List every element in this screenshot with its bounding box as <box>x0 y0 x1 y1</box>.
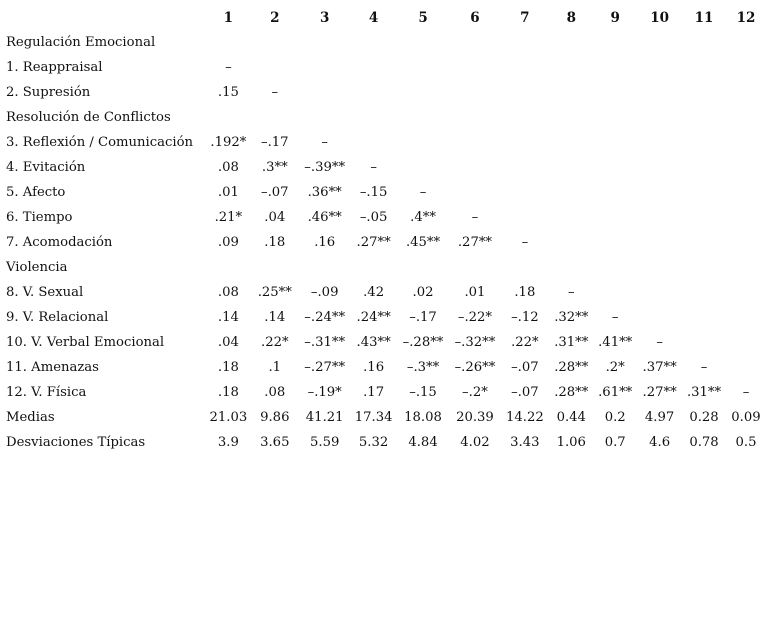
column-header: 11 <box>694 9 714 26</box>
table-cell <box>593 255 637 280</box>
table-cell: 1.06 <box>556 435 586 450</box>
table-cell: 41.21 <box>305 410 344 425</box>
table-cell: .09 <box>217 235 239 250</box>
table-cell: –.22* <box>457 310 493 325</box>
table-cell <box>397 80 450 105</box>
table-cell: .27** <box>642 385 677 400</box>
correlation-table <box>6 5 766 455</box>
table-cell <box>682 280 726 305</box>
table-cell: –.07 <box>511 385 539 400</box>
table-cell: .2* <box>605 360 625 375</box>
table-cell <box>449 80 500 105</box>
column-header: 1 <box>223 9 234 26</box>
table-cell: –.28** <box>402 335 444 350</box>
table-cell: – <box>471 210 479 225</box>
table-cell <box>500 80 549 105</box>
table-row <box>6 405 766 430</box>
table-cell <box>500 155 549 180</box>
row-label: 3. Reflexión / Comunicación <box>6 135 194 150</box>
table-cell <box>682 305 726 330</box>
table-cell <box>500 105 549 130</box>
table-cell: .28** <box>554 385 589 400</box>
table-cell: 5.32 <box>358 435 389 450</box>
table-cell: .28** <box>554 360 589 375</box>
table-cell: .27** <box>457 235 493 250</box>
table-cell <box>726 355 766 380</box>
table-cell: .45** <box>405 235 441 250</box>
table-cell: .43** <box>356 335 391 350</box>
table-cell <box>726 280 766 305</box>
table-cell: 4.97 <box>644 410 675 425</box>
table-cell <box>593 230 637 255</box>
table-cell: 0.78 <box>689 435 719 450</box>
column-header: 7 <box>520 9 530 26</box>
table-cell: –.15 <box>359 185 388 200</box>
table-row <box>6 180 766 205</box>
table-cell: .25** <box>257 285 292 300</box>
table-cell <box>549 155 593 180</box>
table-row <box>6 55 766 80</box>
table-cell: .14 <box>217 310 239 325</box>
table-cell <box>682 80 726 105</box>
table-row <box>6 305 766 330</box>
table-body <box>6 30 766 455</box>
table-cell: 4.02 <box>460 435 490 450</box>
table-cell <box>637 80 682 105</box>
table-cell: .04 <box>264 210 286 225</box>
row-label: 7. Acomodación <box>6 235 113 250</box>
table-cell: .1 <box>268 360 282 375</box>
table-cell: .08 <box>264 385 286 400</box>
column-header: 8 <box>566 9 576 26</box>
table-cell <box>549 30 593 55</box>
column-header: 3 <box>319 9 330 26</box>
table-cell: – <box>742 385 750 400</box>
table-cell: 4.84 <box>408 435 438 450</box>
table-cell <box>351 80 397 105</box>
row-label: Medias <box>6 410 55 425</box>
table-cell: –.26** <box>454 360 496 375</box>
table-cell <box>500 130 549 155</box>
table-cell <box>549 205 593 230</box>
table-cell: –.17 <box>261 135 289 150</box>
table-cell <box>449 30 500 55</box>
table-cell <box>637 30 682 55</box>
table-cell: – <box>225 60 232 75</box>
table-cell <box>351 55 397 80</box>
table-cell: –.2* <box>462 385 488 400</box>
table-cell <box>682 230 726 255</box>
table-cell <box>726 155 766 180</box>
table-cell <box>206 255 251 280</box>
section-header-row <box>6 255 766 280</box>
table-cell: – <box>370 160 377 175</box>
table-cell <box>299 80 351 105</box>
table-cell: –.31** <box>304 335 346 350</box>
table-cell <box>397 155 450 180</box>
table-cell <box>593 130 637 155</box>
table-cell: 0.44 <box>556 410 586 425</box>
table-cell <box>251 30 299 55</box>
table-cell <box>549 80 593 105</box>
table-cell: –.32** <box>454 335 496 350</box>
table-cell <box>682 330 726 355</box>
table-cell: –.24** <box>304 310 346 325</box>
table-cell <box>299 105 351 130</box>
table-cell <box>500 30 549 55</box>
table-cell: .18 <box>514 285 536 300</box>
table-cell: –.39** <box>304 160 346 175</box>
table-cell: .27** <box>356 235 391 250</box>
table-cell <box>726 230 766 255</box>
table-cell <box>682 180 726 205</box>
table-cell <box>449 130 500 155</box>
table-cell: 0.09 <box>731 410 761 425</box>
table-cell <box>251 255 299 280</box>
row-label: 9. V. Relacional <box>6 310 109 325</box>
table-cell <box>449 155 500 180</box>
table-cell: –.17 <box>409 310 437 325</box>
table-cell <box>397 30 450 55</box>
row-label: 12. V. Física <box>6 385 87 400</box>
table-cell: .04 <box>217 335 239 350</box>
row-label: 6. Tiempo <box>6 210 73 225</box>
table-cell <box>637 180 682 205</box>
table-cell: 9.86 <box>260 410 290 425</box>
table-cell: .01 <box>217 185 239 200</box>
table-cell: –.09 <box>310 285 339 300</box>
table-cell: .15 <box>217 85 239 100</box>
table-cell: .24** <box>356 310 391 325</box>
table-cell <box>682 55 726 80</box>
column-header: 6 <box>470 9 480 26</box>
row-label: Desviaciones Típicas <box>6 435 146 450</box>
table-cell <box>682 30 726 55</box>
table-cell: .16 <box>314 235 336 250</box>
table-cell <box>299 30 351 55</box>
table-cell: .31** <box>686 385 722 400</box>
table-cell <box>549 130 593 155</box>
table-cell: –.07 <box>261 185 289 200</box>
table-row <box>6 355 766 380</box>
table-cell: .01 <box>464 285 486 300</box>
table-cell <box>549 105 593 130</box>
table-cell <box>637 205 682 230</box>
table-cell: 3.43 <box>510 435 540 450</box>
table-cell <box>637 105 682 130</box>
table-cell: –.27** <box>304 360 346 375</box>
section-header-row <box>6 105 766 130</box>
table-cell <box>549 230 593 255</box>
table-cell <box>637 255 682 280</box>
table-cell <box>549 255 593 280</box>
table-cell: –.15 <box>409 385 437 400</box>
table-cell <box>726 130 766 155</box>
table-row <box>6 380 766 405</box>
table-cell: .08 <box>217 285 239 300</box>
table-cell <box>449 180 500 205</box>
table-cell <box>593 80 637 105</box>
table-cell <box>397 130 450 155</box>
table-cell <box>726 105 766 130</box>
table-cell <box>351 105 397 130</box>
table-row <box>6 330 766 355</box>
row-label: 1. Reappraisal <box>6 60 103 75</box>
table-cell <box>593 280 637 305</box>
table-cell: .4** <box>410 210 436 225</box>
table-cell: .41** <box>598 335 633 350</box>
table-cell <box>726 205 766 230</box>
table-cell: .22* <box>511 335 539 350</box>
table-cell <box>397 55 450 80</box>
table-cell: – <box>521 235 529 250</box>
table-cell: .46** <box>307 210 342 225</box>
section-label: Regulación Emocional <box>6 35 156 50</box>
table-cell <box>593 105 637 130</box>
table-cell: 0.7 <box>604 435 626 450</box>
table-cell: 17.34 <box>354 410 393 425</box>
table-cell: 0.5 <box>735 435 757 450</box>
section-label: Violencia <box>6 260 68 275</box>
table-cell: .18 <box>217 385 239 400</box>
table-cell: –.05 <box>359 210 388 225</box>
table-cell <box>682 205 726 230</box>
table-cell: 0.28 <box>689 410 719 425</box>
table-cell: –.07 <box>511 360 539 375</box>
table-cell: – <box>271 85 279 100</box>
table-cell: .37** <box>642 360 677 375</box>
table-cell <box>593 180 637 205</box>
table-cell: .36** <box>307 185 342 200</box>
table-cell <box>449 55 500 80</box>
table-cell <box>397 255 450 280</box>
table-cell: .61** <box>598 385 633 400</box>
table-cell: 18.08 <box>404 410 442 425</box>
table-cell <box>500 180 549 205</box>
row-label: 2. Supresión <box>6 85 91 100</box>
table-cell: 0.2 <box>604 410 626 425</box>
table-cell: 14.22 <box>505 410 544 425</box>
column-header: 5 <box>418 9 428 26</box>
header-row <box>6 5 766 30</box>
table-row <box>6 430 766 455</box>
table-cell: .42 <box>363 285 385 300</box>
table-cell <box>726 80 766 105</box>
column-header: 10 <box>650 9 669 26</box>
table-cell: 3.9 <box>217 435 239 450</box>
table-cell: – <box>419 185 427 200</box>
table-row <box>6 205 766 230</box>
table-row <box>6 230 766 255</box>
table-cell <box>726 55 766 80</box>
column-header: 9 <box>610 9 620 26</box>
table-cell <box>593 30 637 55</box>
table-cell <box>593 205 637 230</box>
table-cell: – <box>700 360 708 375</box>
table-cell: .18 <box>217 360 239 375</box>
table-cell <box>449 105 500 130</box>
table-cell <box>549 180 593 205</box>
table-cell <box>637 280 682 305</box>
row-label: 8. V. Sexual <box>6 285 84 300</box>
table-cell: .16 <box>363 360 385 375</box>
column-header: 2 <box>270 9 280 26</box>
table-cell <box>637 55 682 80</box>
table-cell: 5.59 <box>310 435 340 450</box>
table-cell: – <box>321 135 328 150</box>
table-cell: .17 <box>363 385 385 400</box>
table-row <box>6 130 766 155</box>
table-cell <box>351 255 397 280</box>
table-cell: –.19* <box>307 385 342 400</box>
table-cell <box>299 55 351 80</box>
table-cell: .02 <box>412 285 434 300</box>
table-cell <box>500 205 549 230</box>
row-label: 10. V. Verbal Emocional <box>6 335 165 350</box>
table-row <box>6 80 766 105</box>
table-cell: 3.65 <box>260 435 290 450</box>
table-cell <box>682 255 726 280</box>
table-cell: 21.03 <box>209 410 248 425</box>
section-header-row <box>6 30 766 55</box>
table-cell <box>593 155 637 180</box>
table-cell <box>726 30 766 55</box>
table-cell: .32** <box>554 310 589 325</box>
table-cell: –.3** <box>406 360 440 375</box>
column-header: 12 <box>736 9 756 26</box>
table-cell <box>726 255 766 280</box>
table-cell: .14 <box>264 310 286 325</box>
table-cell: .21* <box>214 210 243 225</box>
table-cell: – <box>567 285 575 300</box>
table-cell <box>351 30 397 55</box>
table-cell <box>206 30 251 55</box>
table-cell <box>299 255 351 280</box>
table-cell: – <box>611 310 619 325</box>
table-cell: – <box>656 335 663 350</box>
table-cell <box>397 105 450 130</box>
row-label: 4. Evitación <box>6 160 86 175</box>
table-cell: –.12 <box>511 310 539 325</box>
table-cell <box>637 130 682 155</box>
table-cell <box>637 155 682 180</box>
table-cell <box>549 55 593 80</box>
table-cell <box>726 180 766 205</box>
table-cell <box>500 55 549 80</box>
section-label: Resolución de Conflictos <box>6 110 171 125</box>
header-label-cell <box>6 5 206 30</box>
table-cell <box>682 155 726 180</box>
table-cell <box>637 230 682 255</box>
table-cell <box>682 105 726 130</box>
table-cell <box>637 305 682 330</box>
column-header: 4 <box>368 9 379 26</box>
table-cell: 20.39 <box>456 410 494 425</box>
table-cell: .31** <box>554 335 589 350</box>
table-cell <box>251 55 299 80</box>
table-cell <box>206 105 251 130</box>
row-label: 11. Amenazas <box>6 360 99 375</box>
table-cell: .192* <box>210 135 247 150</box>
table-cell: .08 <box>217 160 239 175</box>
table-cell: .3** <box>261 160 288 175</box>
table-cell <box>351 130 397 155</box>
table-cell <box>726 330 766 355</box>
table-cell <box>726 305 766 330</box>
table-cell: .22* <box>261 335 289 350</box>
table-cell <box>449 255 500 280</box>
table-cell: .18 <box>264 235 286 250</box>
table-cell <box>251 105 299 130</box>
table-cell <box>500 255 549 280</box>
row-label: 5. Afecto <box>6 185 66 200</box>
table-row <box>6 155 766 180</box>
table-row <box>6 280 766 305</box>
table-cell <box>593 55 637 80</box>
table-cell: 4.6 <box>649 435 671 450</box>
table-cell <box>682 130 726 155</box>
